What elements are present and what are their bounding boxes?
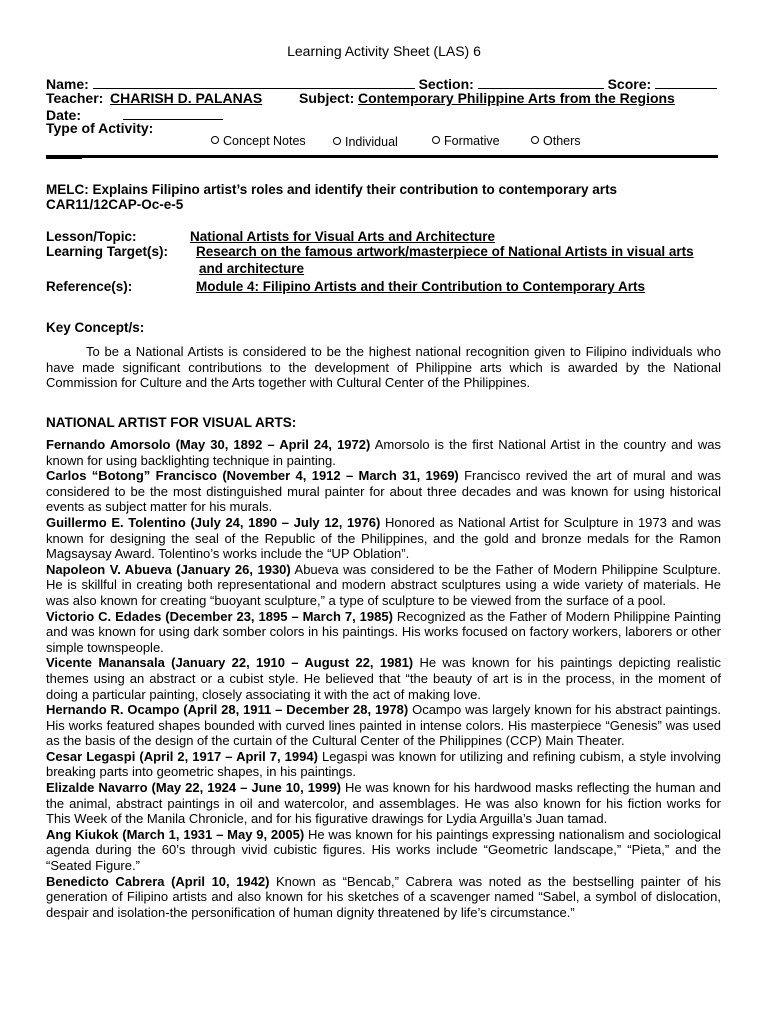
radio-circle-icon <box>211 136 219 144</box>
score-label: Score: <box>607 76 652 92</box>
topic-value: National Artists for Visual Arts and Architecture <box>190 229 496 244</box>
key-concepts-intro: To be a National Artists is considered to be the highest national recognition given to Filipino individuals who have made significant contributions to the development of Philippine arts which is awarded by the National Commission for Culture and the Arts together with Cultural Center of the Philippines. <box>46 344 721 391</box>
date-field[interactable] <box>123 105 223 120</box>
activity-label: Type of Activity: <box>46 120 154 136</box>
option-formative[interactable]: Formative <box>432 134 500 148</box>
section-label: Section: <box>418 76 474 92</box>
artist-description: Abueva was considered to be the Father of Modern Philippine Sculpture. He is skillful in creating both representational and modern abstract sculptures using a wide variety of materials. He was also known for creating “buoyant sculpture,” a type of sculpture to be viewed from the surface of a pool. <box>46 561 721 608</box>
artist-description: He was known for his hardwood masks reflecting the human and the animal, abstract paintings in oil and watercolor, and assemblages. He was also known for his fiction works for This Week of the Manila Chronicle, and for his figurative drawings for Lydia Arguilla’s Juan tamad. <box>46 780 721 827</box>
artist-entry <box>46 874 721 921</box>
artist-name: Fernando Amorsolo (May 30, 1892 – April 24, 1972) <box>46 437 371 452</box>
artist-description: He was known for his paintings expressing nationalism and sociological agenda during the 60’s through vivid cubistic figures. His works include “Geometric landscape,” “Pieta,” and the “Seated Figure.” <box>46 826 721 874</box>
artist-entry <box>46 780 721 827</box>
radio-circle-icon <box>531 136 539 144</box>
option-individual[interactable]: Individual <box>333 135 398 149</box>
artist-name: Victorio C. Edades (December 23, 1895 – March 7, 1985) <box>46 608 393 624</box>
artist-entry <box>46 827 721 874</box>
artist-name: Benedicto Cabrera (April 10, 1942) <box>46 873 270 889</box>
page-title: Learning Activity Sheet (LAS) 6 <box>287 43 481 59</box>
artist-entry <box>46 702 721 749</box>
artist-entry <box>46 562 721 609</box>
key-concepts-heading: Key Concept/s: <box>46 320 145 335</box>
artist-entry <box>46 437 721 468</box>
section-heading: NATIONAL ARTIST FOR VISUAL ARTS: <box>46 415 297 430</box>
artist-entry <box>46 515 721 562</box>
target-line-2: and architecture <box>199 261 305 276</box>
option-concept-notes[interactable]: Concept Notes <box>211 134 306 148</box>
artist-description: Ocampo was largely known for his abstract paintings. His works featured shapes bounded with curved lines painted in intense colors. His masterpiece “Genesis” was used as the basis of the design of the curtain of the Cultural Center of the Philippines (CCP) Main Theater. <box>46 702 722 749</box>
artist-name: Guillermo E. Tolentino (July 24, 1890 – July 12, 1976) <box>46 514 381 530</box>
melc-line-1: MELC: Explains Filipino artist’s roles and identify their contribution to contemporary arts <box>46 182 618 197</box>
subject-label: Subject: <box>299 90 355 106</box>
reference-value: Module 4: Filipino Artists and their Contribution to Contemporary Arts <box>196 279 645 294</box>
melc-line-2: CAR11/12CAP-Oc-e-5 <box>46 197 184 212</box>
artist-entry <box>46 468 721 515</box>
artist-entry <box>46 749 721 780</box>
artist-name: Napoleon V. Abueva (January 26, 1930) <box>46 561 291 577</box>
artist-description: He was known for his paintings depicting realistic themes using an abstract or a cubist style. He believed that “the beauty of art is in the process, in the moment of doing a particular painting, closely associating it with the act of making love. <box>46 655 721 702</box>
score-field[interactable] <box>655 74 717 89</box>
artist-description: Legaspi was known for utilizing and refining cubism, a style involving breaking parts into geometric shapes, in his paintings. <box>46 748 721 780</box>
artist-name: Cesar Legaspi (April 2, 1917 – April 7, 1994) <box>46 748 318 764</box>
name-label: Name: <box>46 76 89 92</box>
artist-name: Carlos “Botong” Francisco (November 4, 1912 – March 31, 1969) <box>46 468 459 484</box>
section-field[interactable] <box>478 74 604 89</box>
header-short-divider <box>46 158 82 159</box>
teacher-label: Teacher: <box>46 90 104 106</box>
teacher-value: CHARISH D. PALANAS <box>110 90 263 106</box>
topic-label: Lesson/Topic: <box>46 229 137 244</box>
artist-entry <box>46 655 721 702</box>
radio-circle-icon <box>432 136 440 144</box>
name-field[interactable] <box>93 74 415 89</box>
artist-name: Vicente Manansala (January 22, 1910 – August 22, 1981) <box>46 655 414 671</box>
artist-name: Ang Kiukok (March 1, 1931 – May 9, 2005) <box>46 826 305 842</box>
subject-value: Contemporary Philippine Arts from the Regions <box>358 90 675 106</box>
artist-description: Francisco revived the art of mural and was considered to be the most distinguished mural painter for about three decades and was known for using historical events as subject matter for his murals. <box>46 468 721 515</box>
artist-description: Recognized as the Father of Modern Philippine Painting and was known for using dark somber colors in his paintings. His works focused on factory workers, laborers or other simple townspeople. <box>46 608 721 655</box>
radio-circle-icon <box>333 137 341 145</box>
header-divider <box>46 155 718 158</box>
artist-name: Elizalde Navarro (May 22, 1924 – June 10, 1999) <box>46 780 342 796</box>
reference-label: Reference(s): <box>46 279 133 294</box>
artist-list <box>46 437 721 920</box>
date-label: Date: <box>46 107 82 123</box>
artist-description: Amorsolo is the first National Artist in the country and was known for using backlighting technique in painting. <box>46 437 721 468</box>
target-label: Learning Target(s): <box>46 244 169 259</box>
artist-description: Honored as National Artist for Sculpture in 1973 and was known for designing the seal of the Republic of the Philippines, and the gold and bronze medals for the Ramon Magsaysay Award. Tolentino’s works include the “UP Oblation”. <box>46 514 721 562</box>
target-line-1: Research on the famous artwork/masterpiece of National Artists in visual arts <box>196 244 694 259</box>
artist-entry <box>46 609 721 656</box>
option-others[interactable]: Others <box>531 134 581 148</box>
artist-name: Hernando R. Ocampo (April 28, 1911 – December 28, 1978) <box>46 702 409 718</box>
artist-description: Known as “Bencab,” Cabrera was noted as the bestselling painter of his generation of Filipino artists and also known for his sketches of a scavenger named “Sabel, a symbol of dislocation, despair and isolation-the personification of human dignity threatened by life’s circumstance.” <box>46 873 721 920</box>
